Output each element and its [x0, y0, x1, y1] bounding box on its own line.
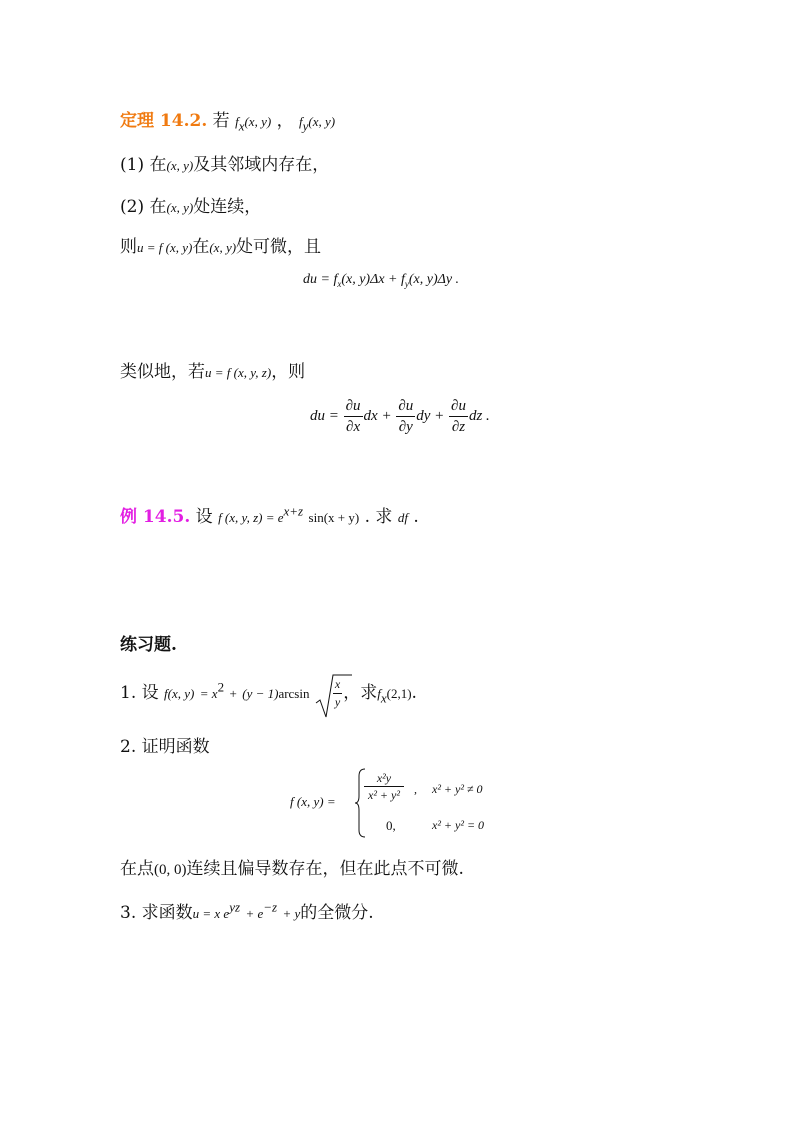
ex3-exp1: yz [229, 899, 241, 915]
theorem-label: 定理 14.2. [120, 111, 208, 131]
example-label: 例 14.5. [120, 507, 191, 527]
example-target: df [397, 510, 408, 525]
frac3-den: ∂z [451, 419, 466, 435]
example-exponent: x+z [283, 503, 304, 519]
ex1-frac-den: y [334, 695, 341, 709]
fy-symbol: f [298, 114, 303, 129]
ex3-plus2: + y [282, 906, 301, 921]
fraction-du-dz [449, 396, 468, 437]
ex1-sqrt [315, 676, 343, 711]
fy-args: (x, y) [308, 114, 336, 129]
ex1-pre: 设 [141, 683, 159, 703]
piecewise-lhs [290, 794, 336, 810]
ex1-end: . [411, 683, 417, 703]
ex2-point: (0, 0) [154, 862, 187, 878]
ex3-post: 的全微分. [300, 903, 374, 923]
ex2-text: 证明函数 [141, 737, 210, 757]
similar-post: ，则 [271, 362, 306, 382]
ex1-eq: = x [199, 686, 218, 701]
fy-subscript: y [302, 118, 309, 134]
example-end: . [413, 507, 419, 527]
example-pre: 设 [195, 507, 213, 527]
case1-condition: x² + y² ≠ 0 [432, 782, 483, 796]
pd-term2: dy + [416, 407, 445, 424]
fx-subscript: x [238, 118, 245, 134]
formula-lhs: du = f [303, 272, 338, 287]
exercise-3 [120, 898, 374, 923]
case1-den: x² + y² [368, 788, 400, 802]
ex1-f: f [164, 686, 168, 701]
pd-term1: dx + [363, 407, 392, 424]
partial-differential-formula [310, 396, 490, 437]
cond1-var: (x, y) [166, 158, 194, 173]
cond1-pre: 在 [149, 155, 167, 175]
case2-value: 0, [386, 818, 396, 833]
conclusion-post: 处可微，且 [236, 237, 322, 257]
ex1-arcsin: arcsin [278, 686, 310, 701]
ex3-pre: 求函数 [141, 903, 193, 923]
ex2-conc-post: 连续且偏导数存在，但在此点不可微. [186, 859, 464, 879]
exercise-1 [120, 676, 417, 711]
formula-end: (x, y)Δy . [408, 272, 460, 287]
ex3-u: u = x e [192, 906, 230, 921]
cond1-post: 及其邻域内存在， [193, 155, 330, 175]
total-differential-formula [303, 272, 459, 289]
conclusion-pre: 则 [120, 237, 137, 257]
frac1-den: ∂x [346, 419, 361, 435]
frac3-num: ∂u [449, 396, 468, 417]
ex3-exp2: −z [263, 899, 278, 915]
cond2-post: 处连续， [193, 197, 262, 217]
ex3-number: 3. [120, 903, 137, 923]
theorem-intro: 若 [212, 111, 230, 131]
pd-lhs: du = [310, 407, 339, 424]
formula-mid: (x, y)Δx + f [341, 272, 405, 287]
case1-value [364, 770, 404, 803]
example-func: f (x, y, z) = e [218, 510, 284, 525]
frac1-num: ∂u [344, 396, 363, 417]
similar-pre: 类似地，若 [120, 362, 205, 382]
sqrt-sign-icon [315, 673, 353, 719]
ex1-fx-sub: x [380, 690, 387, 706]
exercises-title: 练习题. [120, 635, 177, 655]
formula-sub-y: y [404, 278, 409, 289]
similar-line [120, 357, 305, 382]
conclusion [120, 232, 321, 257]
ex2-number: 2. [120, 737, 137, 757]
pw-eq: = [326, 794, 336, 809]
ex1-y-minus-1: (y − 1) [242, 686, 279, 701]
pd-term3: dz . [468, 407, 490, 424]
pw-args: (x, y) [296, 794, 324, 809]
cond2-pre: 在 [149, 197, 167, 217]
conclusion-mid: 在 [192, 237, 210, 257]
theorem-header [120, 106, 335, 134]
ex1-frac-num: x [333, 676, 342, 694]
example-line [120, 502, 419, 527]
case1-comma: , [414, 782, 417, 796]
example-post: . 求 [364, 507, 393, 527]
fx-args: (x, y) [244, 114, 272, 129]
ex3-plus1: + e [245, 906, 264, 921]
piecewise-function [290, 768, 520, 838]
exercise-2 [120, 732, 210, 757]
ex1-point: (2,1) [386, 686, 412, 701]
exercise-2-conclusion [120, 854, 464, 879]
ex1-square: 2 [217, 679, 225, 695]
frac2-den: ∂y [398, 419, 413, 435]
similar-func: u = f (x, y, z) [205, 365, 272, 380]
condition-2 [120, 192, 261, 217]
cond1-number: (1) [120, 155, 145, 175]
fx-symbol: f [235, 114, 239, 129]
example-rest: sin(x + y) [308, 510, 360, 525]
theorem-sep: ， [276, 111, 294, 131]
formula-sub-x: x [337, 278, 342, 289]
ex1-fx: f [377, 686, 381, 701]
condition-1 [120, 150, 329, 175]
case1-num: x²y [364, 770, 404, 787]
ex1-mid: ，求 [343, 683, 378, 703]
ex1-number: 1. [120, 683, 137, 703]
fraction-du-dy [396, 396, 415, 437]
cond2-var: (x, y) [166, 200, 194, 215]
ex1-args: (x, y) [167, 686, 195, 701]
conclusion-var: (x, y) [209, 240, 237, 255]
frac2-num: ∂u [396, 396, 415, 417]
conclusion-func: u = f (x, y) [137, 240, 193, 255]
cond2-number: (2) [120, 197, 145, 217]
pw-f: f [290, 794, 294, 809]
ex1-plus: + [229, 686, 237, 701]
ex2-conc-pre: 在点 [120, 859, 154, 879]
case2-condition: x² + y² = 0 [432, 818, 485, 832]
fraction-du-dx [344, 396, 363, 437]
